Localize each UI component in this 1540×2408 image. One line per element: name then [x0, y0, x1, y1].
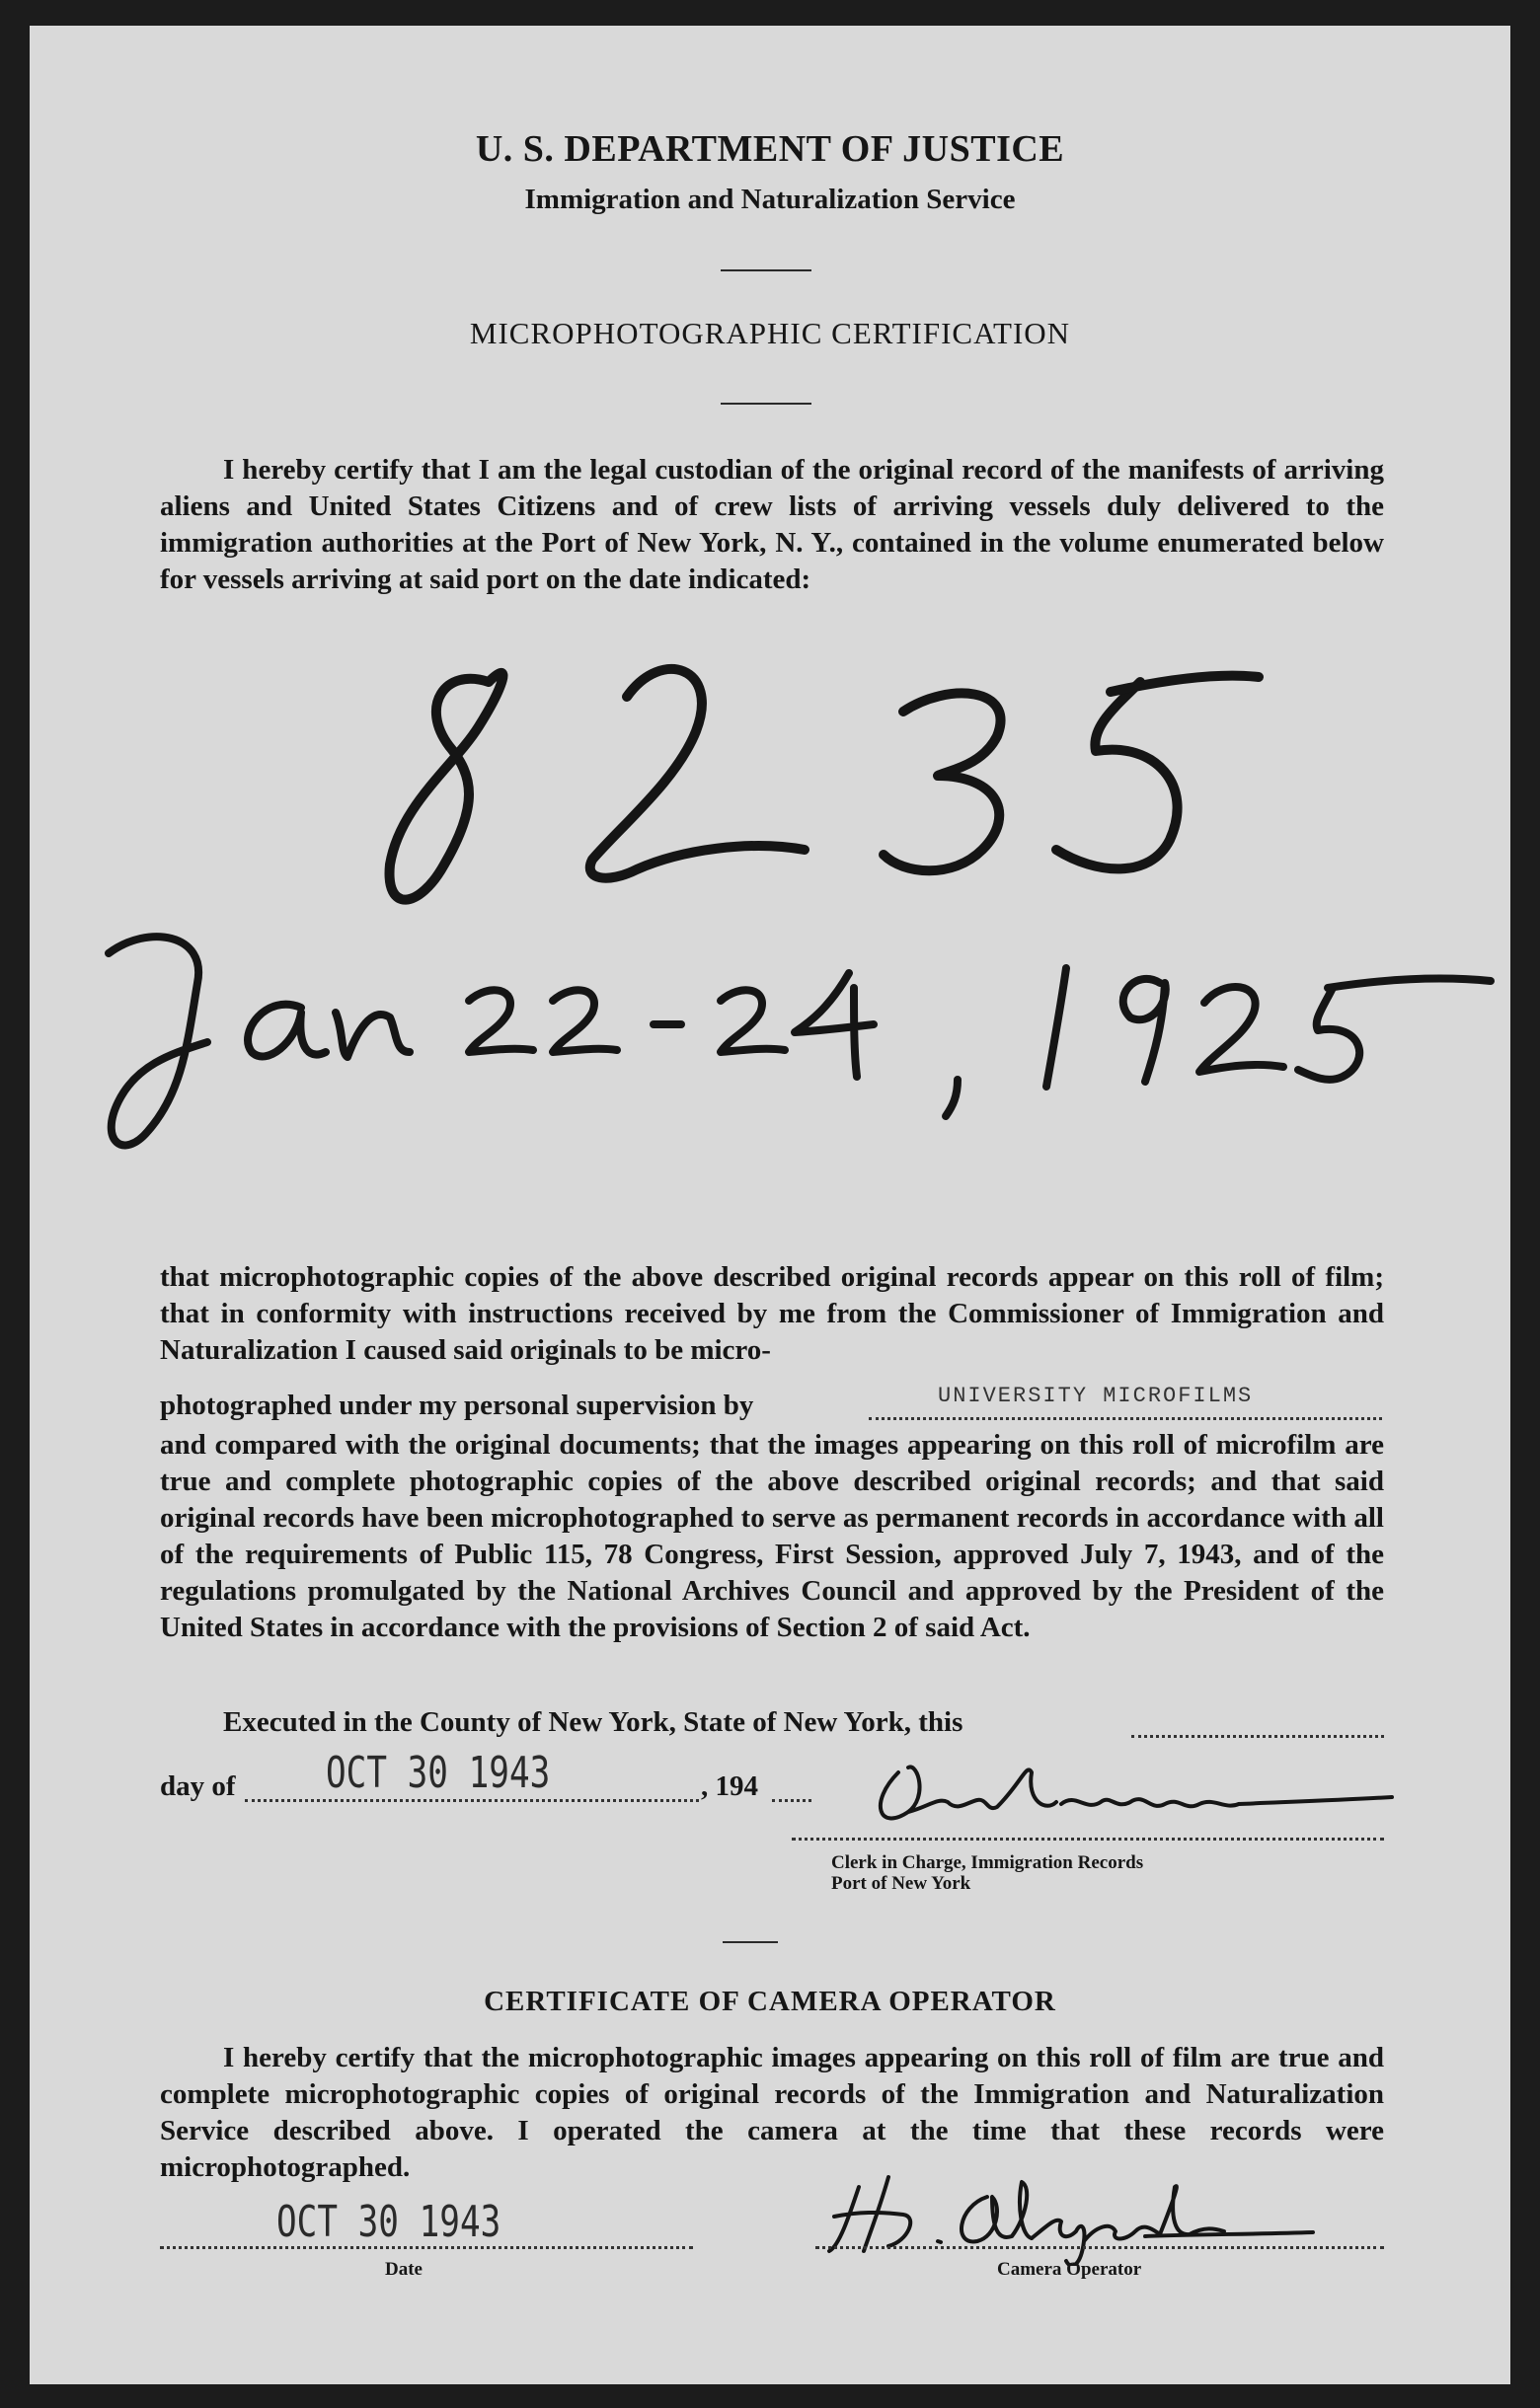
header-divider — [721, 269, 811, 271]
camera-operator-label: Camera Operator — [997, 2259, 1142, 2280]
photographed-by-value: UNIVERSITY MICROFILMS — [938, 1384, 1254, 1408]
camera-date-label: Date — [385, 2259, 423, 2280]
document-page — [30, 26, 1510, 2384]
camera-operator-dotted-line — [815, 2246, 1384, 2249]
camera-date-stamp: OCT 30 1943 — [276, 2197, 501, 2247]
year-dotted-line — [772, 1799, 811, 1802]
department-heading: U. S. DEPARTMENT OF JUSTICE — [475, 128, 1065, 170]
clerk-signature-dotted-line — [792, 1838, 1384, 1841]
handwritten-dates — [89, 914, 1501, 1170]
day-of-dotted-line — [245, 1799, 699, 1802]
photographed-by-dotted-line — [869, 1417, 1382, 1420]
clerk-signature — [849, 1743, 1402, 1851]
executed-day-dotted-line — [1131, 1735, 1384, 1738]
executed-line: Executed in the County of New York, State of New York, this — [223, 1706, 963, 1738]
section-divider — [723, 1941, 778, 1943]
certification-body-2: and compared with the original documents; that the images appearing on this roll of microfilm are true and complete photographic copies of the above described original records; and that said original records have been microphotographed to serve as permanent records in accordance with all of the requirements of Public 115, 78 Congress, First Session, approved July 7, 1943, and of the regulations promulgated by the National Archives Council and approved by the President of the United States in accordance with the provisions of Section 2 of said Act. — [160, 1429, 1384, 1643]
certification-title: MICROPHOTOGRAPHIC CERTIFICATION — [469, 316, 1071, 350]
day-of-label: day of — [160, 1770, 236, 1802]
camera-operator-signature — [819, 2157, 1333, 2266]
certification-body-1: that microphotographic copies of the above described original records appear on this roll of film; that in conformity with instructions received by me from the Commissioner of Immigration and Naturalization I caused said originals to be micro- — [160, 1261, 1384, 1366]
certification-intro: I hereby certify that I am the legal custodian of the original record of the manifests of arriving aliens and United States Citizens and of crew lists of arriving vessels duly delivered to the immigration authorities at the Port of New York, N. Y., contained in the volume enumerated below for vessels arriving at said port on the date indicated: — [160, 454, 1384, 595]
camera-date-dotted-line — [160, 2246, 693, 2249]
execution-date-stamp: OCT 30 1943 — [326, 1748, 551, 1798]
clerk-title-line2: Port of New York — [831, 1873, 971, 1894]
handwritten-volume-number — [365, 638, 1283, 934]
camera-operator-title: CERTIFICATE OF CAMERA OPERATOR — [484, 1986, 1056, 2017]
clerk-title-line1: Clerk in Charge, Immigration Records — [831, 1852, 1144, 1873]
title-divider — [721, 403, 811, 405]
camera-operator-text: I hereby certify that the microphotographic images appearing on this roll of film are true and complete microphotographic copies of original records of the Immigration and Naturalization Service described above. I operated the camera at the time that these records were microphotographed. — [160, 2042, 1384, 2183]
year-suffix: , 194 — [701, 1770, 758, 1802]
photographed-by-label: photographed under my personal supervision by — [160, 1390, 754, 1421]
service-subheading: Immigration and Naturalization Service — [524, 184, 1016, 215]
